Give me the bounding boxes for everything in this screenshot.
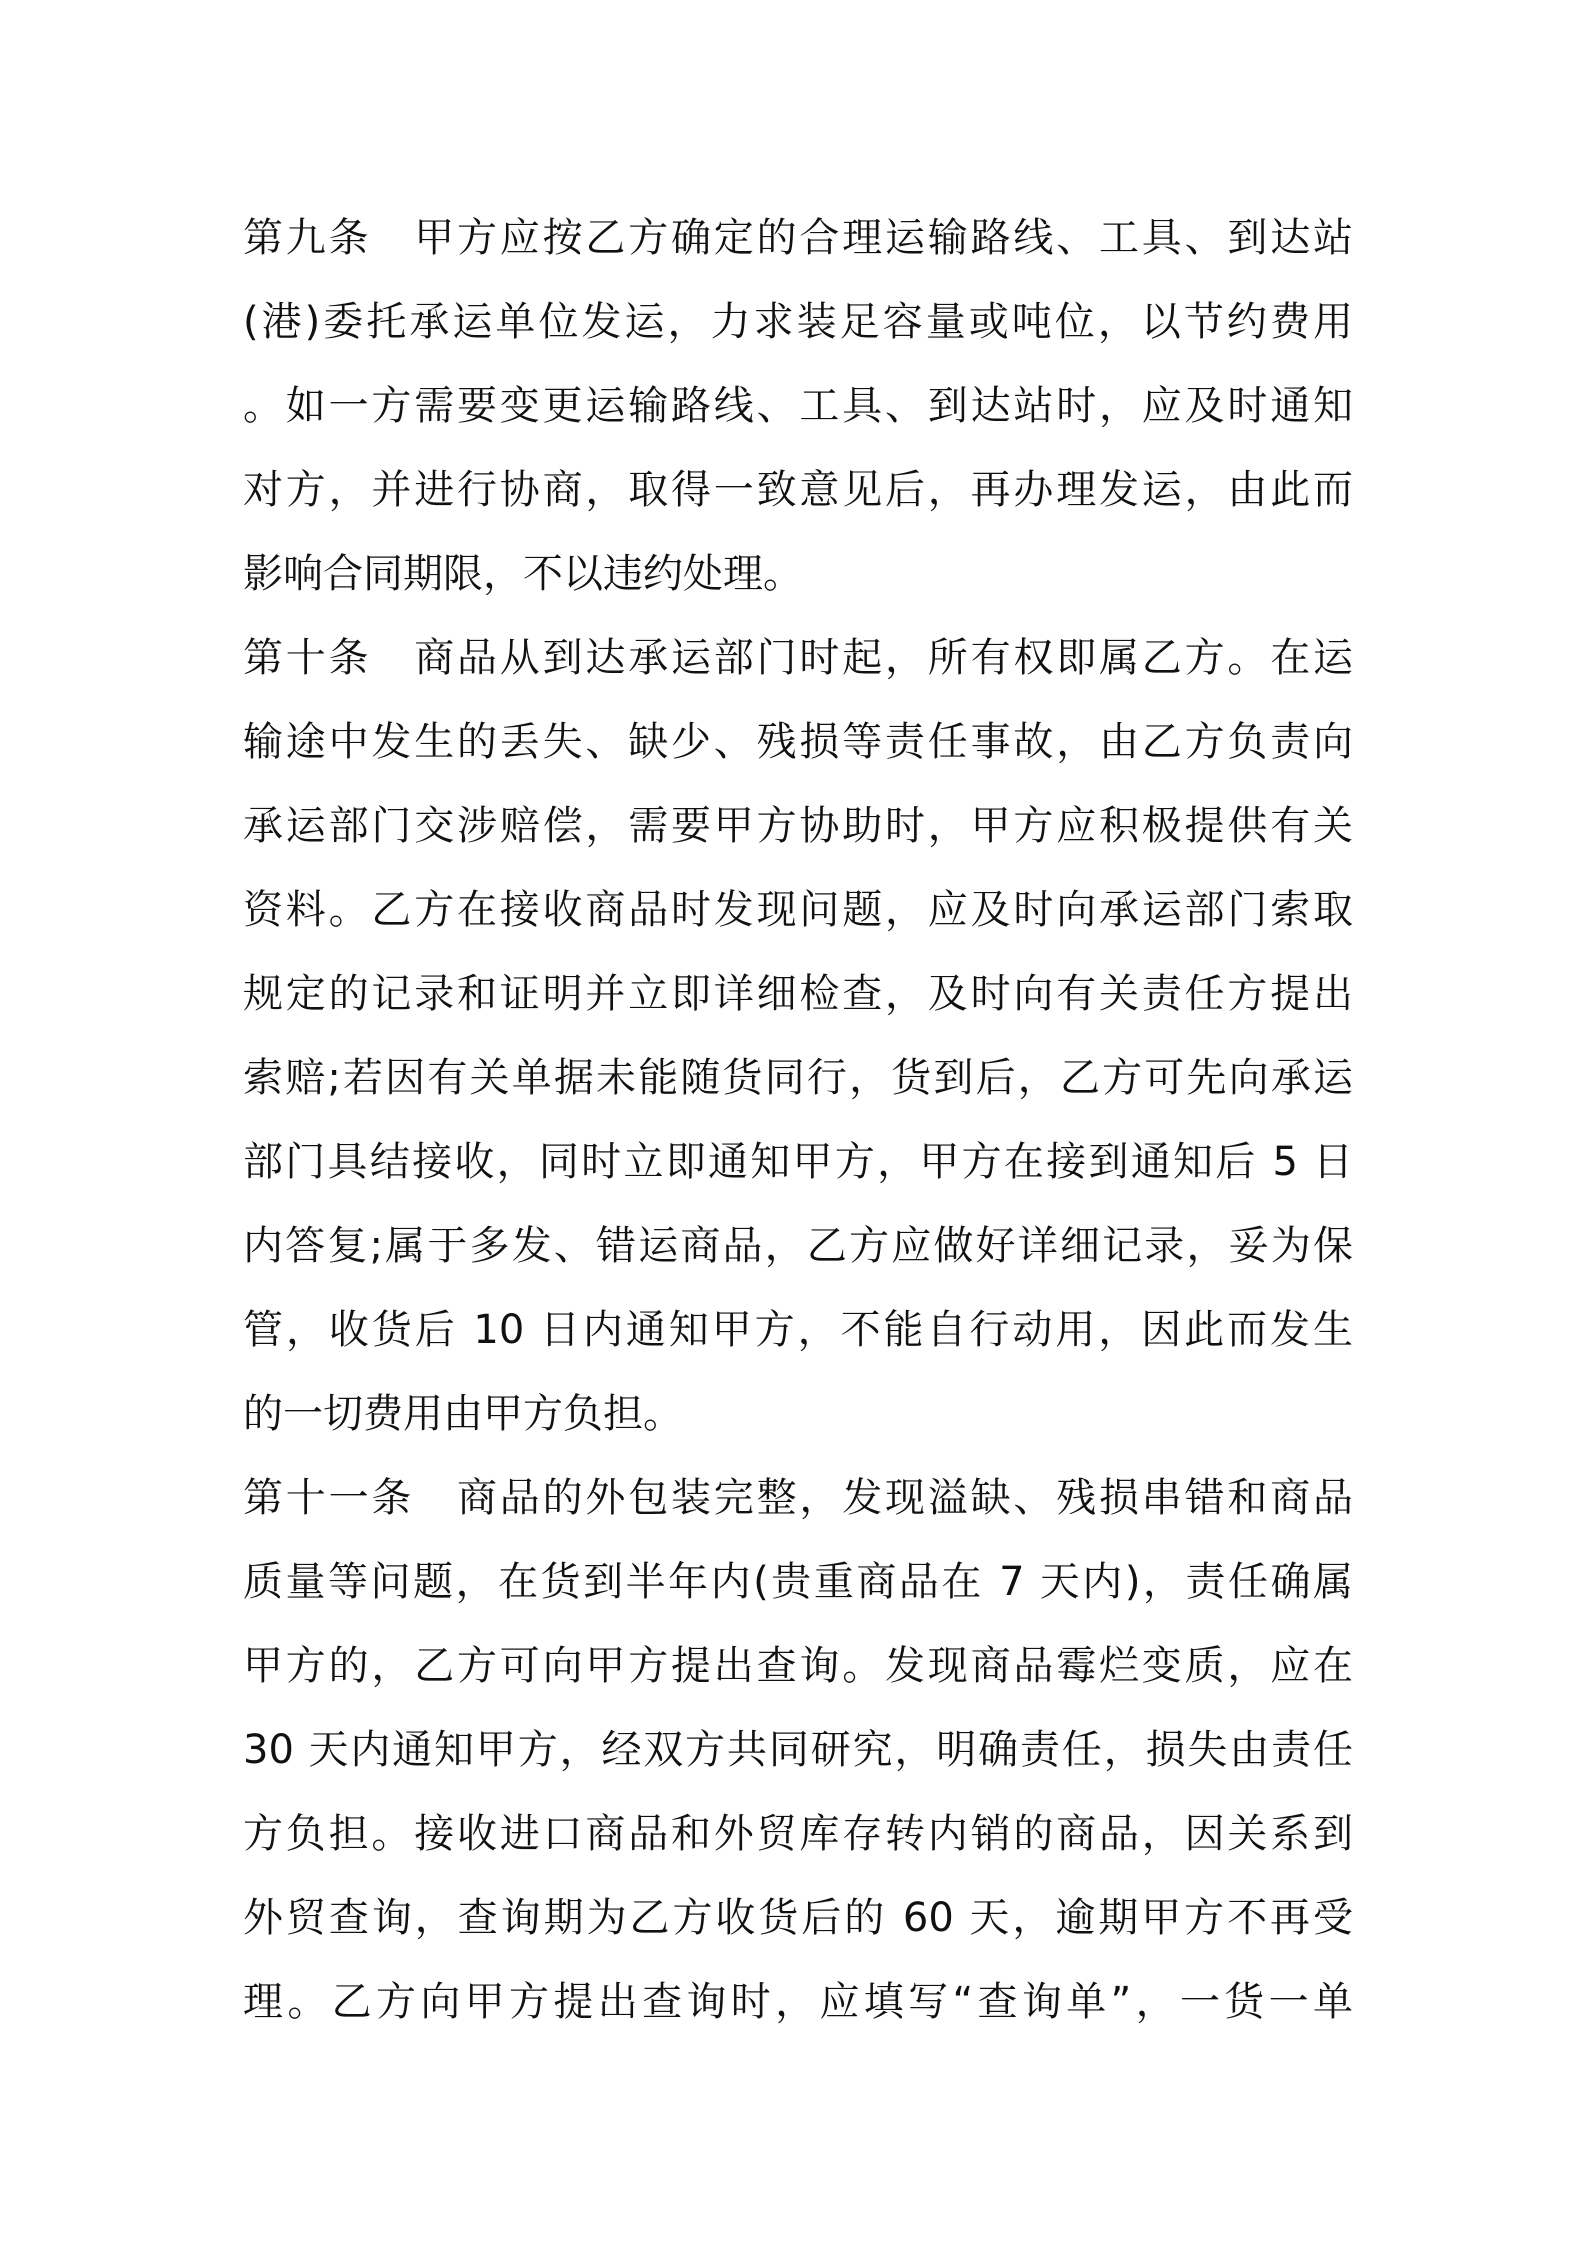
text-line: 。如一方需要变更运输路线、工具、到达站时，应及时通知 bbox=[243, 383, 1353, 429]
text-line: 资料。乙方在接收商品时发现问题，应及时向承运部门索取 bbox=[243, 887, 1353, 933]
text-line: 索赔;若因有关单据未能随货同行，货到后，乙方可先向承运 bbox=[243, 1055, 1353, 1101]
text-line: 第九条 甲方应按乙方确定的合理运输路线、工具、到达站 bbox=[243, 215, 1353, 261]
text-line: 管，收货后 10 日内通知甲方，不能自行动用，因此而发生 bbox=[243, 1307, 1353, 1353]
text-line: 甲方的，乙方可向甲方提出查询。发现商品霉烂变质，应在 bbox=[243, 1643, 1353, 1689]
text-line: 部门具结接收，同时立即通知甲方，甲方在接到通知后 5 日 bbox=[243, 1139, 1353, 1185]
text-line: 质量等问题，在货到半年内(贵重商品在 7 天内)，责任确属 bbox=[243, 1559, 1353, 1605]
text-line: 理。乙方向甲方提出查询时，应填写“查询单”，一货一单 bbox=[243, 1979, 1353, 2025]
text-line: 内答复;属于多发、错运商品，乙方应做好详细记录，妥为保 bbox=[243, 1223, 1353, 1269]
article-10 bbox=[243, 616, 1353, 1456]
article-9 bbox=[243, 196, 1353, 616]
text-line: 30 天内通知甲方，经双方共同研究，明确责任，损失由责任 bbox=[243, 1727, 1353, 1773]
text-line: (港)委托承运单位发运，力求装足容量或吨位，以节约费用 bbox=[243, 299, 1353, 345]
article-11 bbox=[243, 1456, 1353, 2044]
text-line: 第十条 商品从到达承运部门时起，所有权即属乙方。在运 bbox=[243, 635, 1353, 681]
text-line: 对方，并进行协商，取得一致意见后，再办理发运，由此而 bbox=[243, 467, 1353, 513]
text-line: 方负担。接收进口商品和外贸库存转内销的商品，因关系到 bbox=[243, 1811, 1353, 1857]
text-line: 第十一条 商品的外包装完整，发现溢缺、残损串错和商品 bbox=[243, 1475, 1353, 1521]
document-body bbox=[243, 196, 1353, 2044]
text-line: 的一切费用由甲方负担。 bbox=[243, 1391, 683, 1437]
text-line: 影响合同期限，不以违约处理。 bbox=[243, 551, 803, 597]
text-line: 输途中发生的丢失、缺少、残损等责任事故，由乙方负责向 bbox=[243, 719, 1353, 765]
text-line: 承运部门交涉赔偿，需要甲方协助时，甲方应积极提供有关 bbox=[243, 803, 1353, 849]
text-line: 外贸查询，查询期为乙方收货后的 60 天，逾期甲方不再受 bbox=[243, 1895, 1353, 1941]
text-line: 规定的记录和证明并立即详细检查，及时向有关责任方提出 bbox=[243, 971, 1353, 1017]
